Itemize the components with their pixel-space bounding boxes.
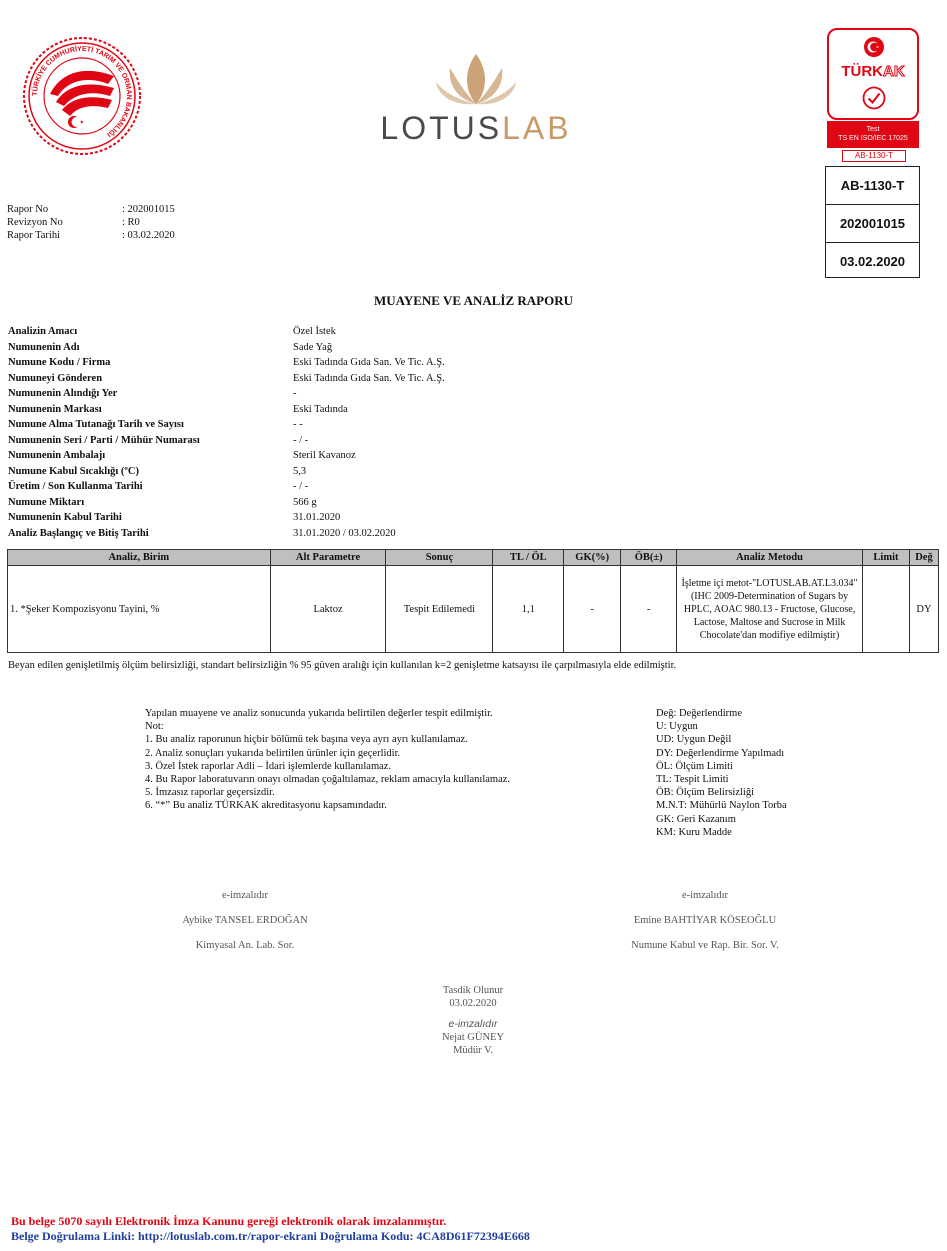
acc-box-code: AB-1130-T <box>826 167 919 205</box>
legend-item: KM: Kuru Madde <box>656 826 732 838</box>
cell-sonuc: Tespit Edilemedi <box>386 566 493 653</box>
info-row: Analizin Amacı Özel İstek <box>8 326 336 337</box>
note-line: Yapılan muayene ve analiz sonucunda yukarıda belirtilen değerler tespit edilmiştir. <box>145 708 493 719</box>
legend-item: ÖL: Ölçüm Limiti <box>656 760 733 772</box>
signature-role: Numune Kabul ve Rap. Bir. Sor. V. <box>631 940 779 951</box>
checkmark-icon <box>862 86 886 110</box>
footer-verification-link[interactable]: Belge Doğrulama Linki: http://lotuslab.com.tr/rapor-ekrani Doğrulama Kodu: 4CA8D61F72394E668 <box>11 1229 530 1243</box>
accreditation-box <box>825 166 920 278</box>
info-row: Analiz Başlangıç ve Bitiş Tarihi 31.01.2020 / 03.02.2020 <box>8 527 396 539</box>
logo-wordmark: LOTUSLAB <box>380 110 572 146</box>
info-row: Üretim / Son Kullanma Tarihi - / - <box>8 481 309 492</box>
info-row: Numunenin Markası Eski Tadında <box>8 403 348 415</box>
signature-esign: e-imzalıdır <box>681 890 729 901</box>
meta-row: Revizyon No : R0 <box>7 217 140 228</box>
acc-box-date: 03.02.2020 <box>839 254 906 269</box>
signature-name: Aybike TANSEL ERDOĞAN <box>182 915 308 926</box>
table-row <box>8 566 939 653</box>
info-row: Numune Miktarı 566 g <box>8 496 317 508</box>
info-row: Numunenin Alındığı Yer - <box>8 388 297 399</box>
abbreviation-legend <box>656 707 787 839</box>
turkak-wordmark: TÜRKAK <box>841 63 905 80</box>
col-deg: Değ <box>909 550 938 566</box>
col-analiz: Analiz, Birim <box>8 550 271 566</box>
cell-tl: 1,1 <box>493 566 564 653</box>
sample-info <box>8 324 445 541</box>
signature-role: Kimyasal An. Lab. Sor. <box>195 940 295 951</box>
cell-alt: Laktoz <box>270 566 386 653</box>
turkak-logo <box>827 28 919 120</box>
legend-item: GK: Geri Kazanım <box>656 813 736 825</box>
acc-box-report-no: 202001015 <box>826 205 919 243</box>
cell-metod: İşletme içi metot-"LOTUSLAB.AT.L3.034" (IHC 2009-Determination of Sugars by HPLC, AOAC 980.13 - Fructose, Glucose, Lactose, Maltose and Sucrose in Milk Chocolate'dan modifiye edilmiştir) <box>677 566 863 653</box>
lotus-flower-icon <box>340 52 612 108</box>
note-line: 1. Bu analiz raporunun hiçbir bölümü tek başına veya ayrı ayrı kullanılamaz. <box>145 734 468 746</box>
col-tl-ol: TL / ÖL <box>493 550 564 566</box>
signature-name: Nejat GÜNEY <box>441 1032 505 1043</box>
col-gk: GK(%) <box>564 550 621 566</box>
signature-esign: e-imzalıdır <box>221 890 269 901</box>
info-row: Numunenin Ambalajı Steril Kavanoz <box>8 450 356 461</box>
note-line: Not: <box>145 721 164 733</box>
meta-row: Rapor No : 202001015 <box>7 204 175 215</box>
signature-name: Emine BAHTİYAR KÖSEOĞLU <box>633 915 777 926</box>
legend-item: TL: Tespit Limiti <box>656 774 729 786</box>
note-line: 6. “*” Bu analiz TÜRKAK akreditasyonu kapsamındadır. <box>145 800 387 812</box>
info-row: Numunenin Kabul Tarihi 31.01.2020 <box>8 512 341 523</box>
col-alt-parametre: Alt Parametre <box>270 550 386 566</box>
lotuslab-logo <box>340 52 612 152</box>
report-meta <box>7 203 175 242</box>
col-ob: ÖB(±) <box>621 550 677 566</box>
svg-text:TÜRKİYE CUMHURİYETİ TARIM VE O: TÜRKİYE CUMHURİYETİ TARIM VE ORMAN BAKANLIĞI <box>31 45 133 138</box>
cell-limit <box>862 566 909 653</box>
cell-analiz: 1. *Şeker Kompozisyonu Tayini, % <box>8 566 271 653</box>
legend-item: U: Uygun <box>656 721 698 733</box>
info-row: Numune Alma Tutanağı Tarih ve Sayısı - - <box>8 419 303 430</box>
legend-item: DY: Değerlendirme Yapılmadı <box>656 747 785 759</box>
info-row: Numunenin Adı Sade Yağ <box>8 341 333 353</box>
info-row: Numuneyi Gönderen Eski Tadında Gıda San. Ve Tic. A.Ş. <box>8 372 445 384</box>
crescent-star-icon <box>863 36 885 58</box>
signature-left <box>120 890 370 951</box>
note-line: 4. Bu Rapor laboratuvarın onayı olmadan çoğaltılamaz, reklam amacıyla kullanılamaz. <box>145 774 511 786</box>
cell-deg: DY <box>909 566 938 653</box>
notes <box>145 707 510 813</box>
signature-role: Müdür V. <box>453 1045 493 1056</box>
ministry-seal <box>22 36 142 156</box>
footer-esign-notice: Bu belge 5070 sayılı Elektronik İmza Kanunu gereği elektronik olarak imzalanmıştır. <box>11 1214 447 1228</box>
info-row: Numunenin Seri / Parti / Mühür Numarası - / - <box>8 434 309 446</box>
approval-date: 03.02.2020 <box>449 998 497 1009</box>
uncertainty-statement: Beyan edilen genişletilmiş ölçüm belirsizliği, standart belirsizliğin % 95 güven aralığı için kullanılan k=2 genişletme katsayısı ile çarpılmasıyla elde edilmiştir. <box>8 660 677 671</box>
legend-item: M.N.T: Mühürlü Naylon Torba <box>656 800 787 812</box>
col-limit: Limit <box>862 550 909 566</box>
note-line: 5. İmzasız raporlar geçersizdir. <box>145 787 275 799</box>
info-row: Numune Kodu / Firma Eski Tadında Gıda San. Ve Tic. A.Ş. <box>8 357 445 368</box>
note-line: 2. Analiz sonuçları yukarıda belirtilen ürünler için geçerlidir. <box>145 747 401 759</box>
page-title: MUAYENE VE ANALİZ RAPORU <box>374 293 573 308</box>
signature-right <box>560 890 850 951</box>
signature-center <box>373 984 573 1057</box>
col-metod: Analiz Metodu <box>677 550 863 566</box>
approval-text: Tasdik Olunur <box>442 985 504 996</box>
legend-item: Değ: Değerlendirme <box>656 708 743 719</box>
accreditation-code: AB-1130-T <box>842 150 906 162</box>
accreditation-standard: Test TS EN ISO/IEC 17025 <box>827 121 919 148</box>
cell-ob: - <box>621 566 677 653</box>
signature-esign: e-imzalıdır <box>448 1018 498 1030</box>
note-line: 3. Özel İstek raporlar Adli – İdari işlemlerde kullanılamaz. <box>145 760 392 772</box>
table-header <box>8 550 939 566</box>
info-row: Numune Kabul Sıcaklığı (ºC) 5,3 <box>8 465 307 477</box>
legend-item: UD: Uygun Değil <box>656 734 732 746</box>
meta-row: Rapor Tarihi : 03.02.2020 <box>7 230 175 241</box>
legend-item: ÖB: Ölçüm Belirsizliği <box>656 787 754 799</box>
col-sonuc: Sonuç <box>386 550 493 566</box>
results-table <box>7 549 939 653</box>
cell-gk: - <box>564 566 621 653</box>
